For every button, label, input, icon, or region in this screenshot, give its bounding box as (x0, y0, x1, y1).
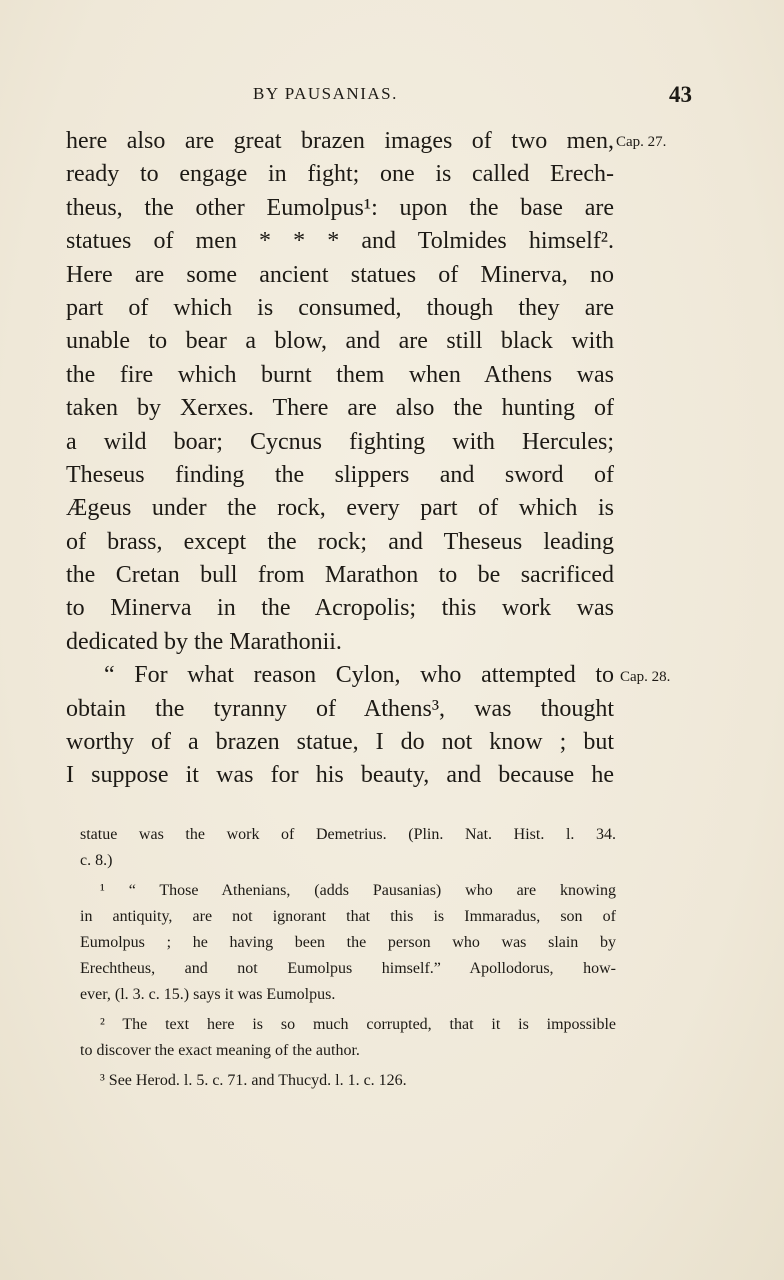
running-head: BY PAUSANIAS. (253, 84, 398, 103)
page-number: 43 (669, 82, 692, 107)
footnote-line: in antiquity, are not ignorant that this is Immaradus, son of (80, 908, 616, 925)
margin-note-cap-27: Cap. 27. (616, 134, 667, 150)
footnote-line: ever, (l. 3. c. 15.) says it was Eumolpus. (80, 986, 336, 1003)
text-line: Here are some ancient statues of Minerva, no (66, 261, 614, 288)
text-line: Ægeus under the rock, every part of which is (66, 495, 614, 522)
text-line: part of which is consumed, though they are (66, 294, 614, 321)
text-line: dedicated by the Marathonii. (66, 628, 342, 655)
footnotes (80, 822, 616, 1094)
text-line: taken by Xerxes. There are also the hunting of (66, 395, 614, 422)
text-line: statues of men * * * and Tolmides himself². (66, 228, 614, 255)
footnote-line: to discover the exact meaning of the author. (80, 1042, 360, 1059)
text-line: of brass, except the rock; and Theseus leading (66, 528, 614, 555)
footnote-line: Eumolpus ; he having been the person who was slain by (80, 934, 616, 951)
text-line: obtain the tyranny of Athens³, was thought (66, 695, 614, 722)
footnote-line: c. 8.) (80, 852, 113, 869)
text-line: to Minerva in the Acropolis; this work was (66, 595, 614, 622)
main-text (66, 125, 614, 793)
text-line: unable to bear a blow, and are still black with (66, 328, 614, 355)
footnote-line: ² The text here is so much corrupted, that it is impossible (100, 1016, 616, 1033)
text-line: here also are great brazen images of two men, (66, 128, 614, 154)
text-line: the fire which burnt them when Athens was (66, 361, 614, 388)
text-line: I suppose it was for his beauty, and because he (66, 762, 614, 789)
margin-note-cap-28: Cap. 28. (620, 669, 671, 685)
text-line: worthy of a brazen statue, I do not know ; but (66, 729, 614, 756)
text-line: “ For what reason Cylon, who attempted to (104, 662, 614, 689)
text-line: ready to engage in fight; one is called Erech- (66, 161, 614, 188)
text-line: a wild boar; Cycnus fighting with Hercules; (66, 428, 614, 455)
text-line: the Cretan bull from Marathon to be sacrificed (66, 562, 614, 589)
text-line: Theseus finding the slippers and sword of (66, 461, 614, 488)
text-line: theus, the other Eumolpus¹: upon the base are (66, 194, 614, 221)
footnote-line: statue was the work of Demetrius. (Plin. Nat. Hist. l. 34. (80, 826, 616, 843)
footnote-line: ³ See Herod. l. 5. c. 71. and Thucyd. l. 1. c. 126. (100, 1072, 407, 1089)
footnote-line: Erechtheus, and not Eumolpus himself.” Apollodorus, how- (80, 960, 616, 977)
footnote-line: ¹ “ Those Athenians, (adds Pausanias) who are knowing (100, 882, 616, 899)
